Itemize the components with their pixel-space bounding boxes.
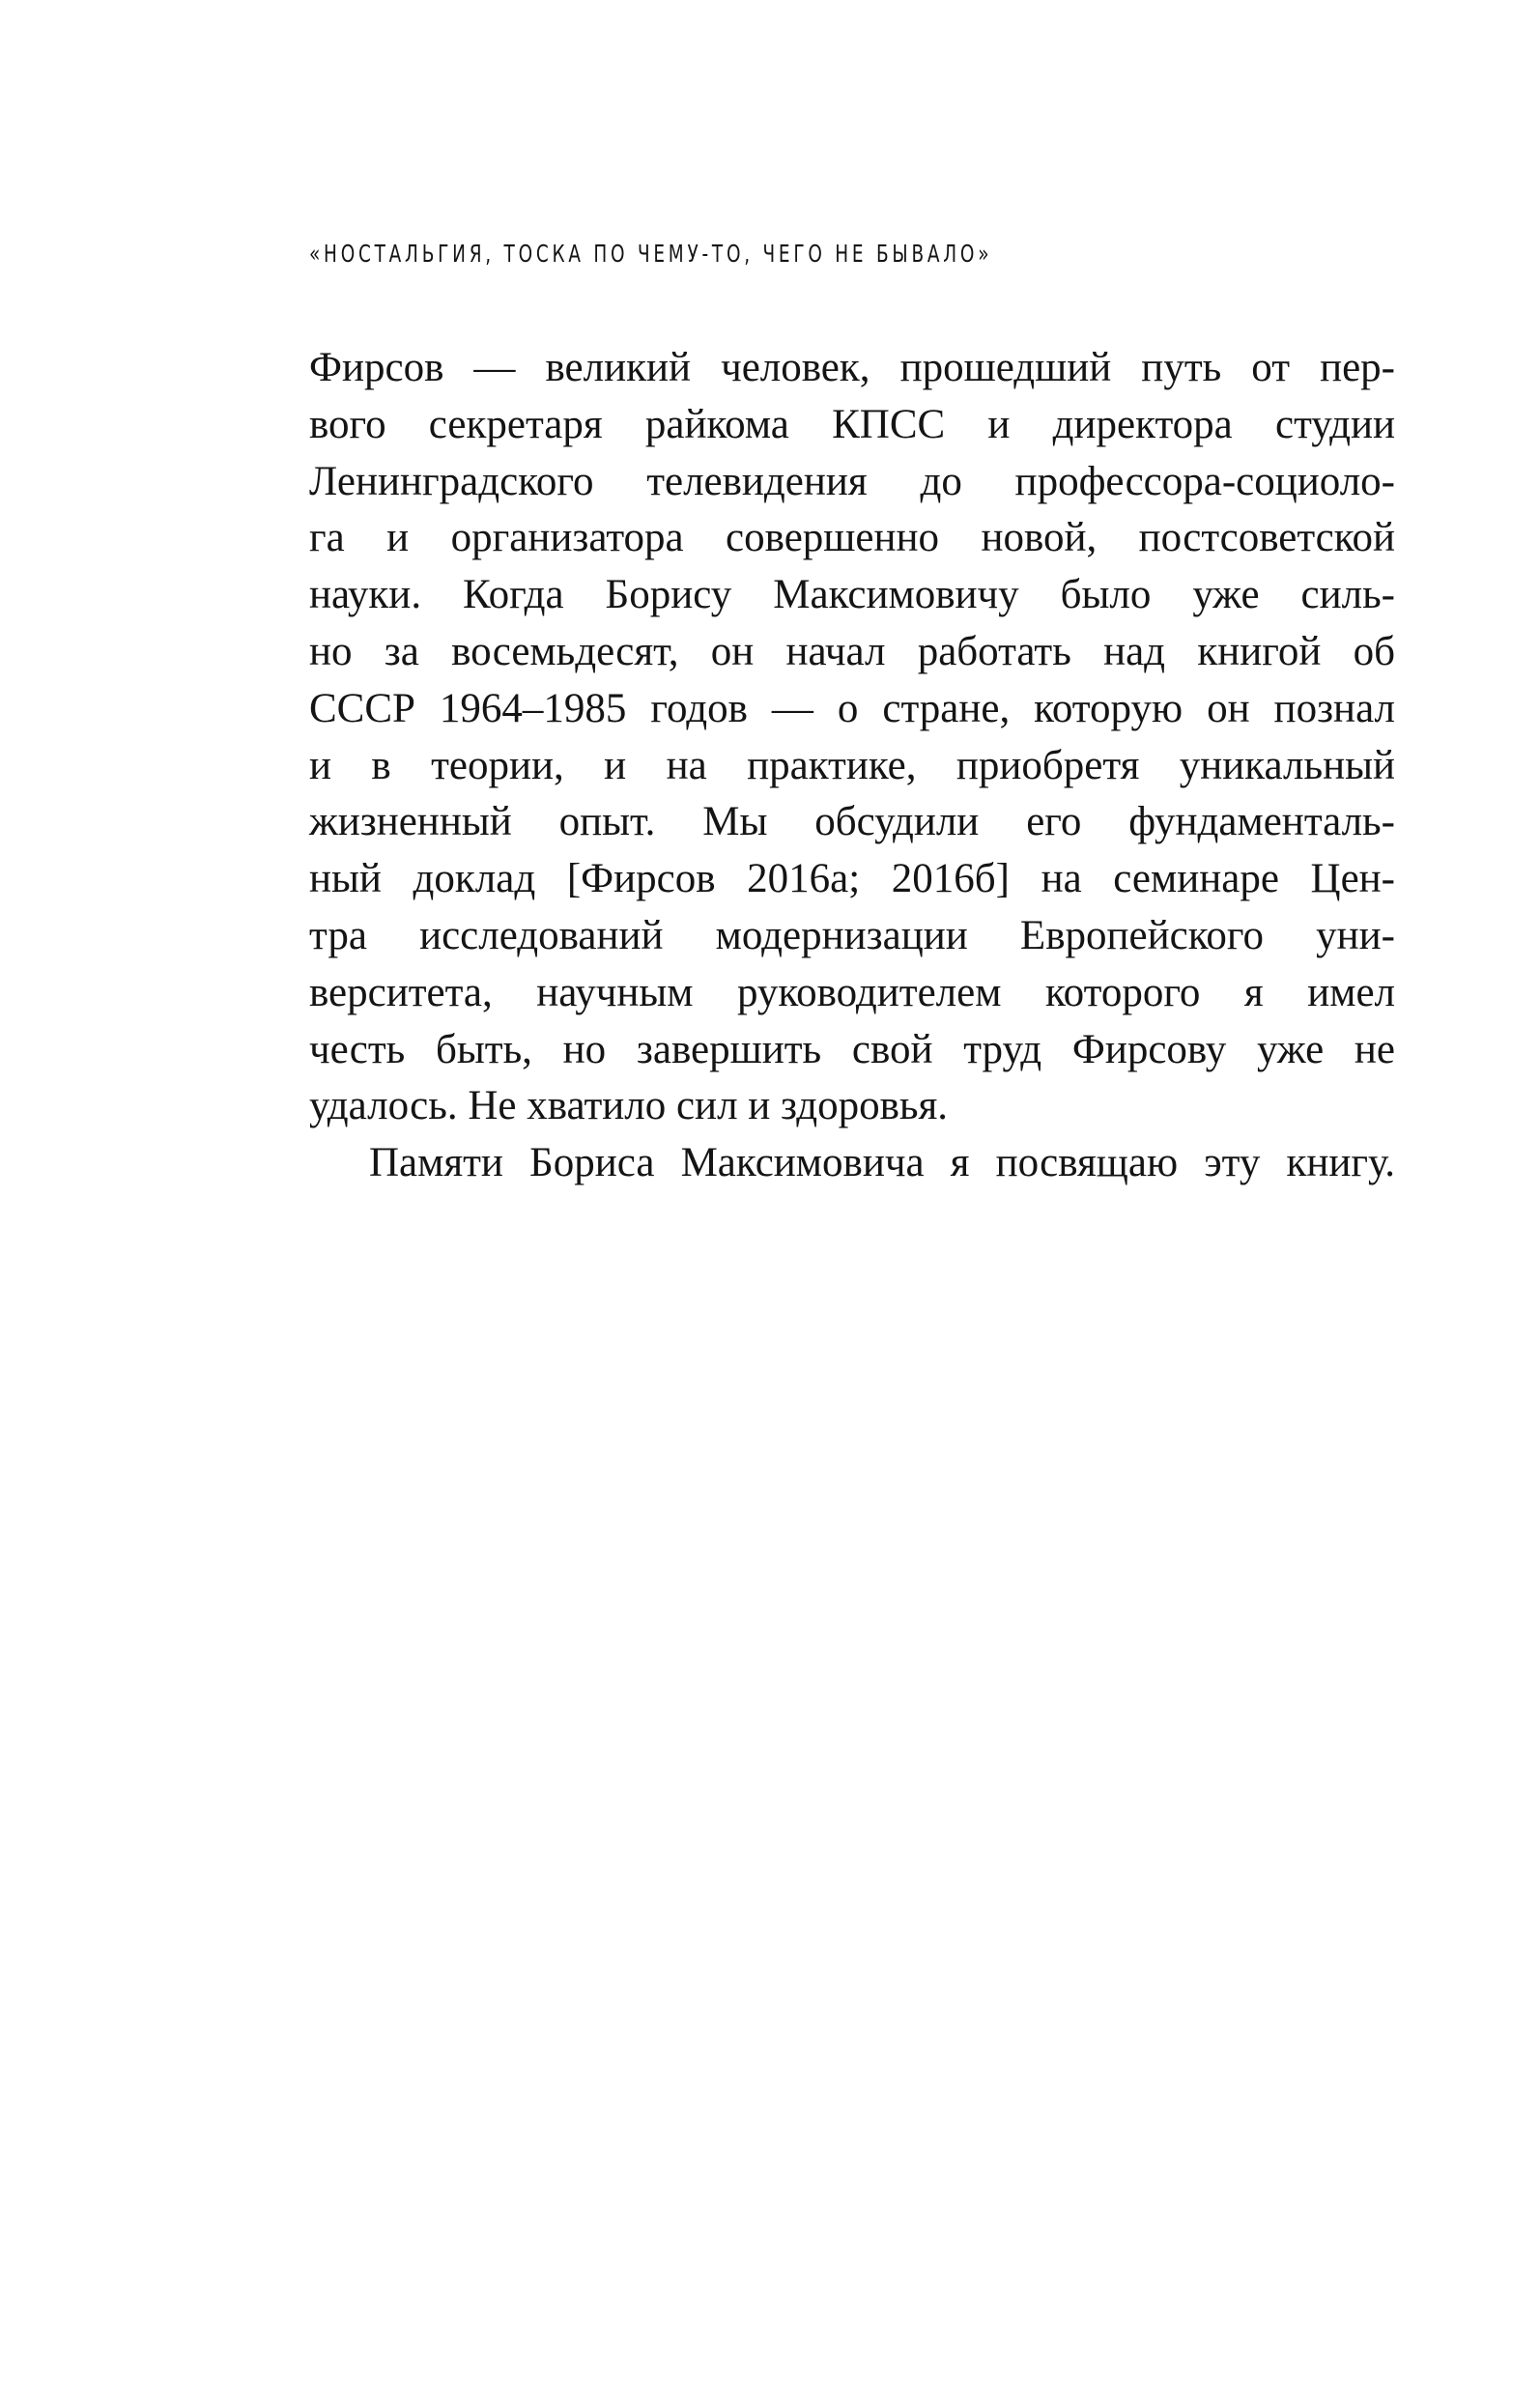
- text-line: Фирсов — великий человек, прошедший путь от пер-: [309, 345, 1395, 390]
- text-line: удалось. Не хватило сил и здоровья.: [309, 1083, 949, 1129]
- text-line: верситета, научным руководителем которого я имел: [309, 969, 1395, 1015]
- text-line: но за восемьдесят, он начал работать над книгой об: [309, 628, 1395, 674]
- body-text: [309, 340, 1395, 1192]
- text-line: честь быть, но завершить свой труд Фирсову уже не: [309, 1026, 1395, 1072]
- text-line: га и организатора совершенно новой, постсоветской: [309, 515, 1395, 561]
- paragraph-1: [309, 340, 1395, 1135]
- running-header: «НОСТАЛЬГИЯ, ТОСКА ПО ЧЕМУ-ТО, ЧЕГО НЕ БЫВАЛО»: [309, 240, 993, 268]
- text-line: науки. Когда Борису Максимовичу было уже силь-: [309, 572, 1395, 618]
- text-line: ный доклад [Фирсов 2016а; 2016б] на семинаре Цен-: [309, 856, 1395, 902]
- paragraph-2: Памяти Бориса Максимовича я посвящаю эту книгу.: [369, 1140, 1395, 1186]
- text-line: и в теории, и на практике, приобретя уникальный: [309, 742, 1395, 788]
- text-line: вого секретаря райкома КПСС и директора студии: [309, 401, 1395, 447]
- text-line: СССР 1964–1985 годов — о стране, которую он познал: [309, 685, 1395, 731]
- text-line: Ленинградского телевидения до профессора-социоло-: [309, 458, 1395, 504]
- text-line: тра исследований модернизации Европейского уни-: [309, 912, 1395, 958]
- text-line: жизненный опыт. Мы обсудили его фундаменталь-: [309, 799, 1395, 845]
